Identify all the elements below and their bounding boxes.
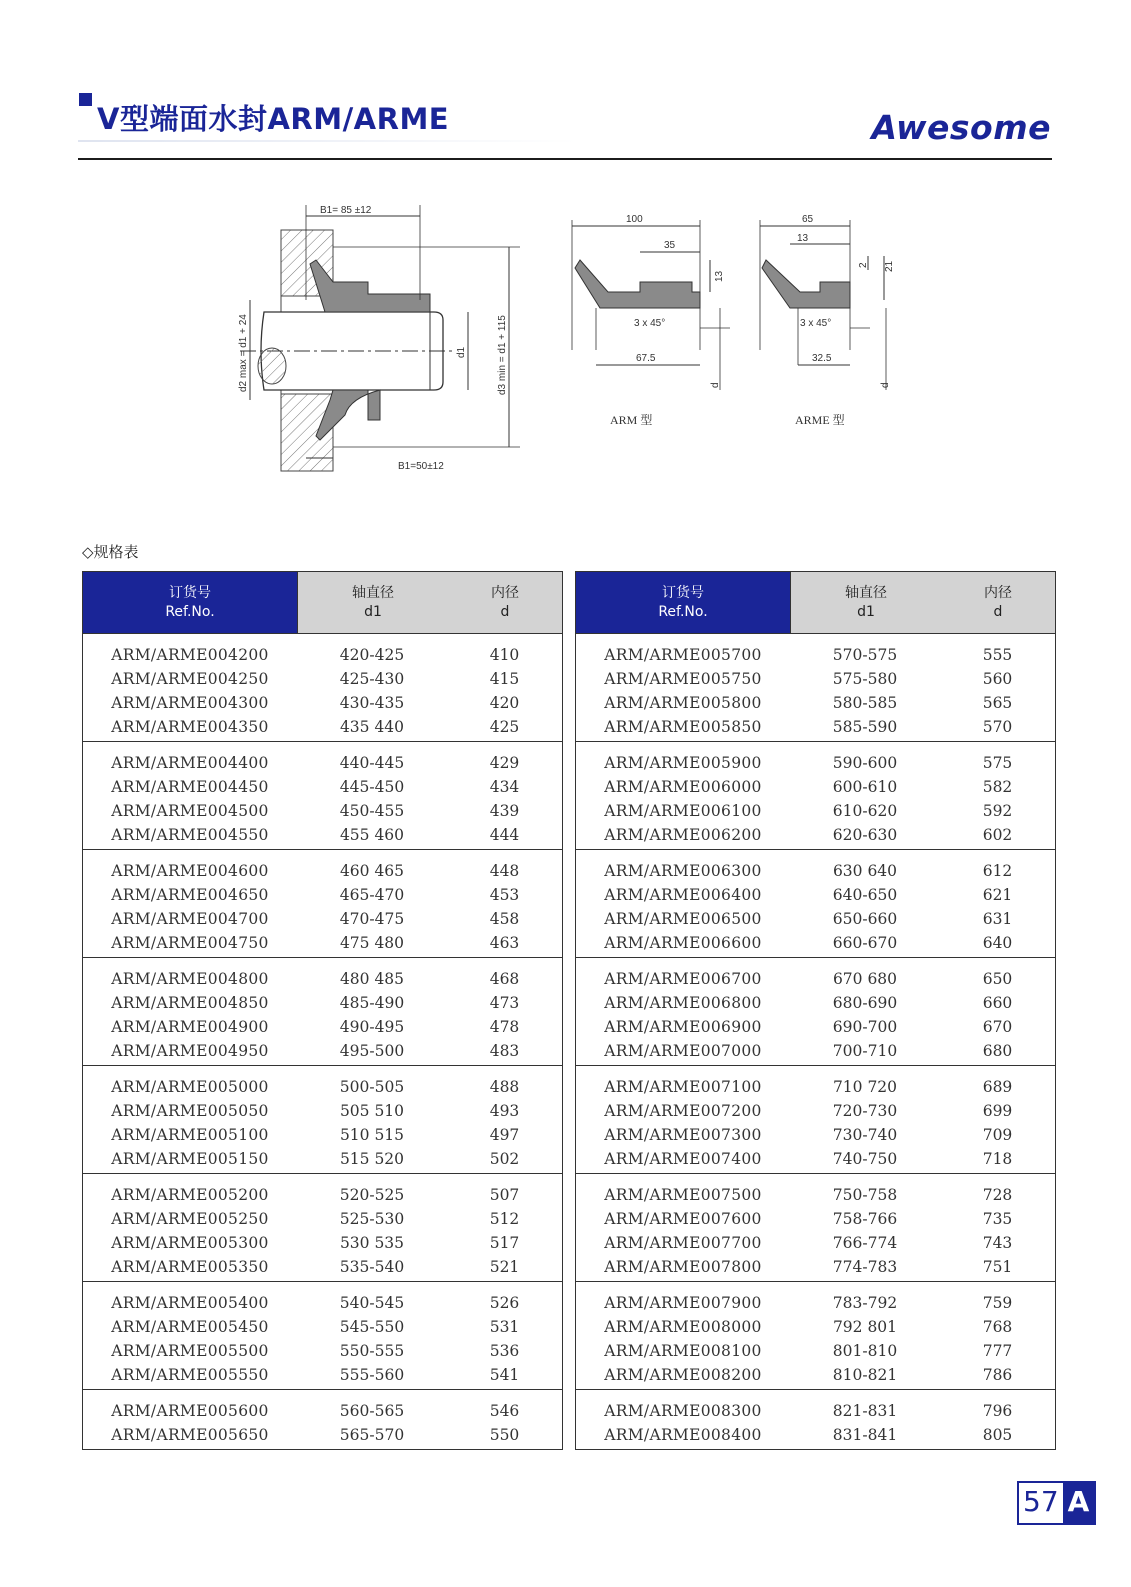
ref-no-cell: ARM/ARME006300 [604,862,762,880]
inner-diameter-cell: 796 [982,1402,1013,1420]
svg-text:65: 65 [802,214,814,225]
header-shaft-diameter: 轴直径 d1 [845,585,887,620]
spec-table-right [575,571,1056,1450]
shaft-diameter-cell: 430-435 [339,694,405,712]
table-row [83,1015,562,1039]
ref-no-cell: ARM/ARME007400 [604,1150,762,1168]
row-group [83,1173,562,1281]
row-group [576,741,1055,849]
table-row [576,967,1055,991]
row-group [83,957,562,1065]
shaft-diameter-cell: 565-570 [339,1426,405,1444]
table-body [576,634,1055,1449]
inner-diameter-cell: 458 [489,910,520,928]
table-row [83,1363,562,1387]
table-row [576,775,1055,799]
ref-no-cell: ARM/ARME005200 [111,1186,269,1204]
shaft-diameter-cell: 505 510 [339,1102,405,1120]
technical-drawings [0,0,1131,520]
page-letter: A [1063,1483,1095,1523]
ref-no-cell: ARM/ARME004450 [111,778,269,796]
inner-diameter-cell: 517 [489,1234,520,1252]
ref-no-cell: ARM/ARME007700 [604,1234,762,1252]
ref-no-cell: ARM/ARME004550 [111,826,269,844]
table-row [83,1291,562,1315]
shaft-diameter-cell: 515 520 [339,1150,405,1168]
row-group [83,849,562,957]
shaft-diameter-cell: 670 680 [832,970,898,988]
ref-no-cell: ARM/ARME007800 [604,1258,762,1276]
table-header [83,572,562,634]
table-row [576,751,1055,775]
shaft-diameter-cell: 783-792 [832,1294,898,1312]
table-row [83,751,562,775]
shaft-diameter-cell: 750-758 [832,1186,898,1204]
inner-diameter-cell: 512 [489,1210,520,1228]
ref-no-cell: ARM/ARME006700 [604,970,762,988]
ref-no-cell: ARM/ARME005000 [111,1078,269,1096]
shaft-diameter-cell: 540-545 [339,1294,405,1312]
shaft-diameter-cell: 545-550 [339,1318,405,1336]
inner-diameter-cell: 751 [982,1258,1013,1276]
ref-no-cell: ARM/ARME005300 [111,1234,269,1252]
svg-text:d3 min = d1 + 115: d3 min = d1 + 115 [497,315,508,395]
shaft-diameter-cell: 500-505 [339,1078,405,1096]
inner-diameter-cell: 488 [489,1078,520,1096]
header-shaft-diameter: 轴直径 d1 [352,585,394,620]
inner-diameter-cell: 531 [489,1318,520,1336]
row-group [83,741,562,849]
shaft-diameter-cell: 831-841 [832,1426,898,1444]
shaft-diameter-cell: 485-490 [339,994,405,1012]
inner-diameter-cell: 507 [489,1186,520,1204]
shaft-diameter-cell: 440-445 [339,754,405,772]
shaft-diameter-cell: 530 535 [339,1234,405,1252]
inner-diameter-cell: 575 [982,754,1013,772]
shaft-diameter-cell: 460 465 [339,862,405,880]
ref-no-cell: ARM/ARME005750 [604,670,762,688]
table-row [576,715,1055,739]
assembly-drawing [238,205,520,472]
table-row [576,1423,1055,1447]
ref-no-cell: ARM/ARME004600 [111,862,269,880]
shaft-diameter-cell: 475 480 [339,934,405,952]
shaft-diameter-cell: 555-560 [339,1366,405,1384]
shaft-diameter-cell: 495-500 [339,1042,405,1060]
inner-diameter-cell: 680 [982,1042,1013,1060]
shaft-diameter-cell: 520-525 [339,1186,405,1204]
ref-no-cell: ARM/ARME005550 [111,1366,269,1384]
table-row [83,1255,562,1279]
shaft-diameter-cell: 570-575 [832,646,898,664]
inner-diameter-cell: 805 [982,1426,1013,1444]
table-row [83,1147,562,1171]
svg-text:35: 35 [664,240,676,251]
shaft-diameter-cell: 730-740 [832,1126,898,1144]
row-group [83,634,562,741]
ref-no-cell: ARM/ARME005400 [111,1294,269,1312]
ref-no-cell: ARM/ARME007600 [604,1210,762,1228]
inner-diameter-cell: 768 [982,1318,1013,1336]
ref-no-cell: ARM/ARME007500 [604,1186,762,1204]
table-row [576,1255,1055,1279]
inner-diameter-cell: 650 [982,970,1013,988]
table-body [83,634,562,1449]
table-row [83,1207,562,1231]
header-inner-diameter: 内径 d [491,585,519,620]
spec-table-label: ◇规格表 [82,543,139,561]
inner-diameter-cell: 689 [982,1078,1013,1096]
inner-diameter-cell: 550 [489,1426,520,1444]
ref-no-cell: ARM/ARME005850 [604,718,762,736]
table-row [576,1099,1055,1123]
table-row [576,1183,1055,1207]
svg-text:100: 100 [626,214,643,225]
inner-diameter-cell: 640 [982,934,1013,952]
inner-diameter-cell: 631 [982,910,1013,928]
table-row [576,1231,1055,1255]
table-row [83,907,562,931]
inner-diameter-cell: 777 [982,1342,1013,1360]
inner-diameter-cell: 735 [982,1210,1013,1228]
shaft-diameter-cell: 821-831 [832,1402,898,1420]
ref-no-cell: ARM/ARME007200 [604,1102,762,1120]
svg-text:67.5: 67.5 [636,353,656,364]
ref-no-cell: ARM/ARME008300 [604,1402,762,1420]
inner-diameter-cell: 612 [982,862,1013,880]
table-row [576,643,1055,667]
table-row [83,715,562,739]
row-group [576,1281,1055,1389]
shaft-diameter-cell: 720-730 [832,1102,898,1120]
inner-diameter-cell: 468 [489,970,520,988]
table-row [576,1291,1055,1315]
ref-no-cell: ARM/ARME006600 [604,934,762,952]
ref-no-cell: ARM/ARME005350 [111,1258,269,1276]
table-row [83,1039,562,1063]
page-number-badge [1017,1481,1096,1525]
shaft-diameter-cell: 560-565 [339,1402,405,1420]
table-row [576,1399,1055,1423]
ref-no-cell: ARM/ARME006500 [604,910,762,928]
table-row [83,823,562,847]
table-row [83,1315,562,1339]
arme-profile-drawing [760,214,895,427]
ref-no-cell: ARM/ARME004700 [111,910,269,928]
table-row [576,823,1055,847]
inner-diameter-cell: 463 [489,934,520,952]
page-title: V型端面水封ARM/ARME [97,102,450,136]
shaft-diameter-cell: 758-766 [832,1210,898,1228]
inner-diameter-cell: 743 [982,1234,1013,1252]
shaft-diameter-cell: 575-580 [832,670,898,688]
shaft-diameter-cell: 480 485 [339,970,405,988]
svg-text:3 x 45°: 3 x 45° [634,318,666,329]
shaft-diameter-cell: 470-475 [339,910,405,928]
row-group [576,1065,1055,1173]
svg-text:d1: d1 [456,346,467,358]
table-row [83,1075,562,1099]
shaft-diameter-cell: 810-821 [832,1366,898,1384]
ref-no-cell: ARM/ARME006100 [604,802,762,820]
table-row [576,1339,1055,1363]
inner-diameter-cell: 444 [489,826,520,844]
shaft-diameter-cell: 455 460 [339,826,405,844]
ref-no-cell: ARM/ARME004900 [111,1018,269,1036]
table-row [576,883,1055,907]
inner-diameter-cell: 429 [489,754,520,772]
inner-diameter-cell: 478 [489,1018,520,1036]
inner-diameter-cell: 699 [982,1102,1013,1120]
shaft-diameter-cell: 525-530 [339,1210,405,1228]
table-row [576,931,1055,955]
shaft-diameter-cell: 420-425 [339,646,405,664]
table-row [576,907,1055,931]
shaft-diameter-cell: 580-585 [832,694,898,712]
table-row [576,1363,1055,1387]
table-row [83,931,562,955]
inner-diameter-cell: 410 [489,646,520,664]
inner-diameter-cell: 497 [489,1126,520,1144]
ref-no-cell: ARM/ARME004650 [111,886,269,904]
ref-no-cell: ARM/ARME008400 [604,1426,762,1444]
table-row [83,667,562,691]
ref-no-cell: ARM/ARME005100 [111,1126,269,1144]
table-header [576,572,1055,634]
ref-no-cell: ARM/ARME004800 [111,970,269,988]
ref-no-cell: ARM/ARME005600 [111,1402,269,1420]
ref-no-cell: ARM/ARME004400 [111,754,269,772]
svg-text:d: d [880,382,891,388]
inner-diameter-cell: 670 [982,1018,1013,1036]
shaft-diameter-cell: 465-470 [339,886,405,904]
inner-diameter-cell: 786 [982,1366,1013,1384]
shaft-diameter-cell: 435 440 [339,718,405,736]
shaft-diameter-cell: 700-710 [832,1042,898,1060]
ref-no-cell: ARM/ARME004950 [111,1042,269,1060]
table-row [576,667,1055,691]
shaft-diameter-cell: 510 515 [339,1126,405,1144]
ref-no-cell: ARM/ARME005150 [111,1150,269,1168]
table-row [83,991,562,1015]
inner-diameter-cell: 555 [982,646,1013,664]
inner-diameter-cell: 546 [489,1402,520,1420]
ref-no-cell: ARM/ARME007000 [604,1042,762,1060]
ref-no-cell: ARM/ARME004850 [111,994,269,1012]
arm-profile-drawing [572,214,730,427]
inner-diameter-cell: 453 [489,886,520,904]
shaft-diameter-cell: 490-495 [339,1018,405,1036]
ref-no-cell: ARM/ARME006400 [604,886,762,904]
inner-diameter-cell: 728 [982,1186,1013,1204]
ref-no-cell: ARM/ARME005250 [111,1210,269,1228]
inner-diameter-cell: 759 [982,1294,1013,1312]
row-group [83,1065,562,1173]
inner-diameter-cell: 483 [489,1042,520,1060]
shaft-diameter-cell: 680-690 [832,994,898,1012]
table-row [576,1015,1055,1039]
table-row [576,859,1055,883]
table-row [83,691,562,715]
shaft-diameter-cell: 610-620 [832,802,898,820]
shaft-diameter-cell: 445-450 [339,778,405,796]
svg-text:21: 21 [884,260,895,272]
table-row [576,1039,1055,1063]
inner-diameter-cell: 521 [489,1258,520,1276]
table-row [576,1075,1055,1099]
table-row [83,1099,562,1123]
shaft-diameter-cell: 660-670 [832,934,898,952]
table-row [83,1399,562,1423]
inner-diameter-cell: 493 [489,1102,520,1120]
ref-no-cell: ARM/ARME006200 [604,826,762,844]
ref-no-cell: ARM/ARME004750 [111,934,269,952]
header-inner-diameter: 内径 d [984,585,1012,620]
table-row [83,1123,562,1147]
inner-diameter-cell: 439 [489,802,520,820]
table-row [83,775,562,799]
svg-text:32.5: 32.5 [812,353,832,364]
brand-logo: Awesome [871,108,1051,147]
row-group [576,1389,1055,1449]
shaft-diameter-cell: 650-660 [832,910,898,928]
inner-diameter-cell: 560 [982,670,1013,688]
shaft-diameter-cell: 766-774 [832,1234,898,1252]
table-row [576,1207,1055,1231]
row-group [83,1389,562,1449]
table-row [83,1339,562,1363]
shaft-diameter-cell: 710 720 [832,1078,898,1096]
shaft-diameter-cell: 740-750 [832,1150,898,1168]
inner-diameter-cell: 718 [982,1150,1013,1168]
table-row [83,1183,562,1207]
svg-text:13: 13 [797,233,809,244]
table-row [576,991,1055,1015]
inner-diameter-cell: 448 [489,862,520,880]
table-row [576,691,1055,715]
inner-diameter-cell: 565 [982,694,1013,712]
ref-no-cell: ARM/ARME006000 [604,778,762,796]
ref-no-cell: ARM/ARME005450 [111,1318,269,1336]
ref-no-cell: ARM/ARME005800 [604,694,762,712]
table-row [576,1123,1055,1147]
inner-diameter-cell: 434 [489,778,520,796]
table-row [83,883,562,907]
row-group [576,1173,1055,1281]
ref-no-cell: ARM/ARME005700 [604,646,762,664]
shaft-diameter-cell: 535-540 [339,1258,405,1276]
svg-text:ARME 型: ARME 型 [795,413,845,427]
inner-diameter-cell: 621 [982,886,1013,904]
inner-diameter-cell: 420 [489,694,520,712]
shaft-diameter-cell: 585-590 [832,718,898,736]
header-ref-no: 订货号 Ref.No. [83,572,297,633]
inner-diameter-cell: 473 [489,994,520,1012]
page-number: 57 [1019,1483,1063,1523]
ref-no-cell: ARM/ARME005650 [111,1426,269,1444]
ref-no-cell: ARM/ARME007900 [604,1294,762,1312]
ref-no-cell: ARM/ARME004350 [111,718,269,736]
shaft-diameter-cell: 550-555 [339,1342,405,1360]
shaft-diameter-cell: 801-810 [832,1342,898,1360]
table-row [83,967,562,991]
ref-no-cell: ARM/ARME004500 [111,802,269,820]
header-ref-no: 订货号 Ref.No. [576,572,790,633]
ref-no-cell: ARM/ARME004200 [111,646,269,664]
shaft-diameter-cell: 774-783 [832,1258,898,1276]
svg-text:d: d [710,382,721,388]
inner-diameter-cell: 526 [489,1294,520,1312]
svg-text:B1= 85 ±12: B1= 85 ±12 [320,205,372,216]
ref-no-cell: ARM/ARME008200 [604,1366,762,1384]
ref-no-cell: ARM/ARME008100 [604,1342,762,1360]
inner-diameter-cell: 502 [489,1150,520,1168]
inner-diameter-cell: 425 [489,718,520,736]
table-row [83,859,562,883]
ref-no-cell: ARM/ARME006800 [604,994,762,1012]
shaft-diameter-cell: 450-455 [339,802,405,820]
ref-no-cell: ARM/ARME007100 [604,1078,762,1096]
ref-no-cell: ARM/ARME005500 [111,1342,269,1360]
table-row [83,1231,562,1255]
spec-table-left [82,571,563,1450]
ref-no-cell: ARM/ARME008000 [604,1318,762,1336]
svg-text:d2 max = d1 + 24: d2 max = d1 + 24 [238,314,249,392]
table-row [576,799,1055,823]
inner-diameter-cell: 709 [982,1126,1013,1144]
svg-text:3 x 45°: 3 x 45° [800,318,832,329]
shaft-diameter-cell: 590-600 [832,754,898,772]
svg-text:ARM 型: ARM 型 [610,413,653,427]
ref-no-cell: ARM/ARME005050 [111,1102,269,1120]
svg-text:13: 13 [714,270,725,282]
inner-diameter-cell: 415 [489,670,520,688]
table-row [83,643,562,667]
inner-diameter-cell: 570 [982,718,1013,736]
inner-diameter-cell: 602 [982,826,1013,844]
table-row [83,1423,562,1447]
ref-no-cell: ARM/ARME004250 [111,670,269,688]
shaft-diameter-cell: 620-630 [832,826,898,844]
ref-no-cell: ARM/ARME006900 [604,1018,762,1036]
row-group [83,1281,562,1389]
shaft-diameter-cell: 640-650 [832,886,898,904]
table-row [576,1147,1055,1171]
ref-no-cell: ARM/ARME007300 [604,1126,762,1144]
inner-diameter-cell: 582 [982,778,1013,796]
inner-diameter-cell: 536 [489,1342,520,1360]
inner-diameter-cell: 541 [489,1366,520,1384]
row-group [576,634,1055,741]
shaft-diameter-cell: 690-700 [832,1018,898,1036]
svg-text:B1=50±12: B1=50±12 [398,461,444,472]
table-row [576,1315,1055,1339]
shaft-diameter-cell: 792 801 [832,1318,898,1336]
svg-text:2: 2 [858,262,869,268]
shaft-diameter-cell: 425-430 [339,670,405,688]
shaft-diameter-cell: 600-610 [832,778,898,796]
table-row [83,799,562,823]
inner-diameter-cell: 592 [982,802,1013,820]
ref-no-cell: ARM/ARME005900 [604,754,762,772]
shaft-diameter-cell: 630 640 [832,862,898,880]
inner-diameter-cell: 660 [982,994,1013,1012]
row-group [576,957,1055,1065]
ref-no-cell: ARM/ARME004300 [111,694,269,712]
row-group [576,849,1055,957]
